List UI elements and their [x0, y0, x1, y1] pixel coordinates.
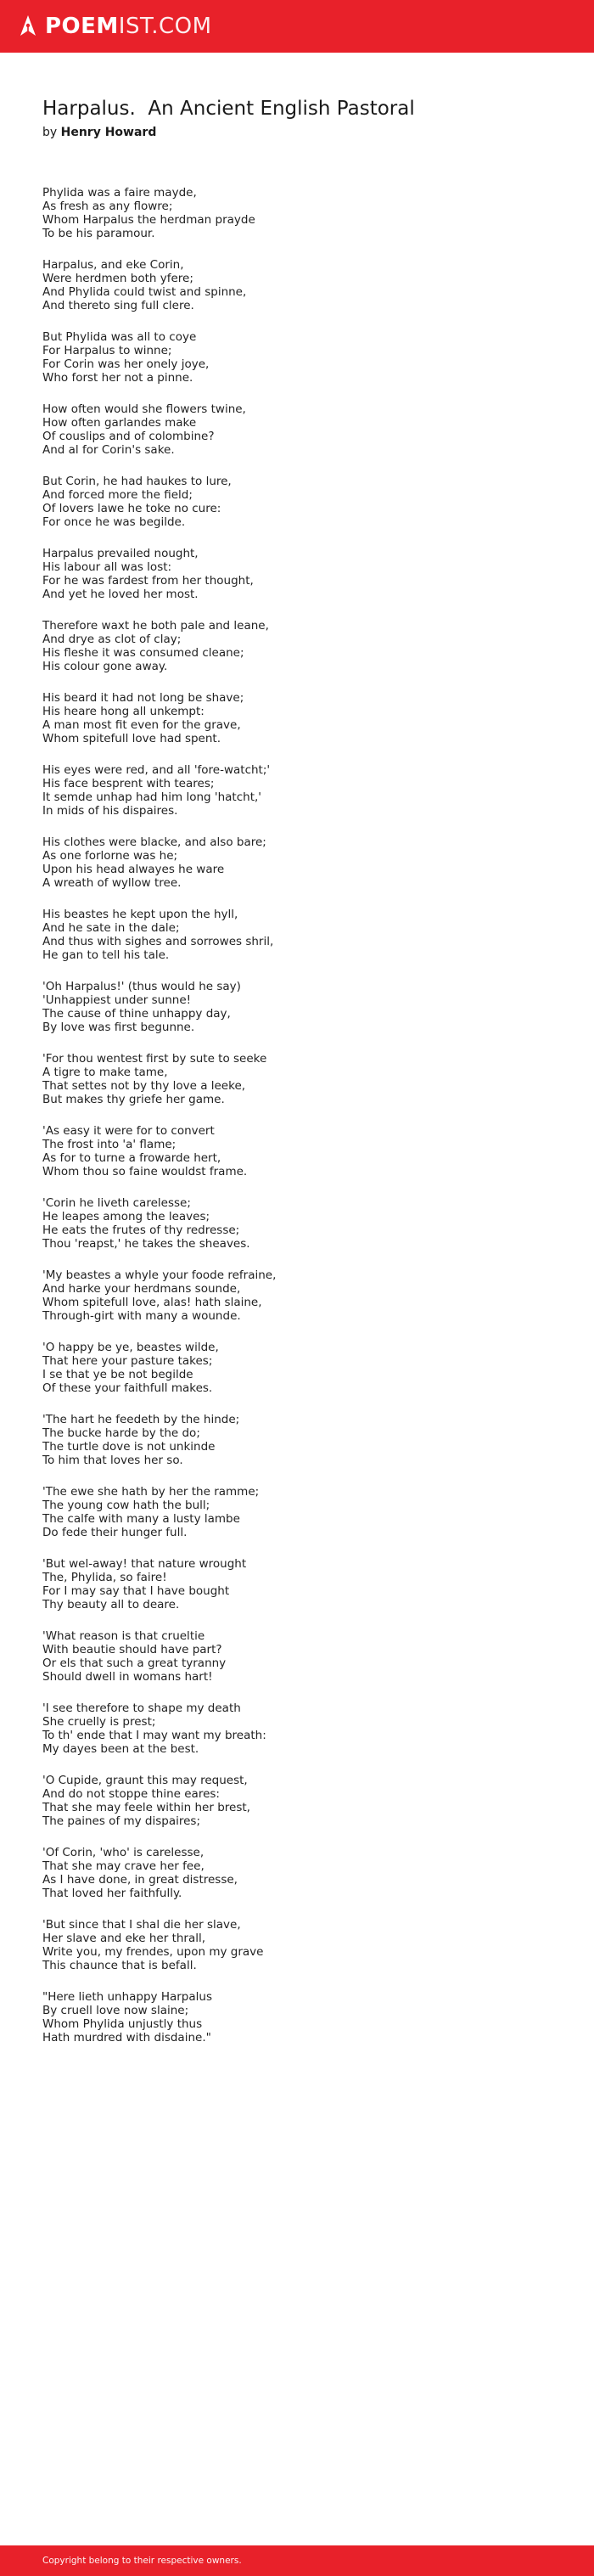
poem-line: And yet he loved her most. [42, 588, 199, 601]
copyright-notice: Copyright belong to their respective owners. [42, 2556, 242, 2566]
poem-line: Harpalus prevailed nought, [42, 547, 199, 560]
poem-line: And thereto sing full clere. [42, 299, 194, 312]
poem-line: Thy beauty all to deare. [42, 1598, 180, 1611]
quill-pen-icon [19, 14, 37, 38]
poem-line: For Corin was her onely joye, [42, 357, 210, 371]
stanza [42, 1990, 560, 2044]
poem-header [42, 96, 560, 141]
poem-line: Hath murdred with disdaine." [42, 2031, 211, 2044]
poem-line: And drye as clot of clay; [42, 633, 182, 646]
poem-line: "Here lieth unhappy Harpalus [42, 1990, 212, 2004]
site-logo[interactable] [19, 14, 212, 38]
stanza [42, 1413, 560, 1467]
stanza [42, 1196, 560, 1251]
stanza [42, 1774, 560, 1828]
poem-line: 'But wel-away! that nature wrought [42, 1557, 247, 1571]
poem-line: Harpalus, and eke Corin, [42, 258, 184, 272]
poem-line: Were herdmen both yfere; [42, 272, 193, 285]
poem-line: He eats the frutes of thy redresse; [42, 1223, 240, 1237]
poem-line: For once he was begilde. [42, 515, 186, 529]
poem-line: As I have done, in great distresse, [42, 1873, 238, 1887]
poem-line: Whom Harpalus the herdman prayde [42, 213, 255, 227]
poem-line: Or els that such a great tyranny [42, 1656, 227, 1670]
poem-line: But Phylida was all to coye [42, 330, 197, 344]
poem-line: Who forst her not a pinne. [42, 371, 193, 385]
poem-line: Of couslips and of colombine? [42, 430, 215, 443]
poem-line: That she may crave her fee, [42, 1859, 205, 1873]
poem-line: 'The ewe she hath by her the ramme; [42, 1485, 260, 1499]
stanza [42, 402, 560, 457]
poem-line: His beard it had not long be shave; [42, 691, 244, 705]
poem-line: As for to turne a frowarde hert, [42, 1151, 221, 1165]
stanza [42, 547, 560, 601]
stanza [42, 908, 560, 962]
stanza [42, 763, 560, 818]
poem-line: For Harpalus to winne; [42, 344, 172, 357]
poem-line: To th' ende that I may want my breath: [42, 1729, 266, 1742]
poem-line: My dayes been at the best. [42, 1742, 199, 1756]
poem-line: By love was first begunne. [42, 1021, 195, 1034]
poem-line: 'My beastes a whyle your foode refraine, [42, 1268, 277, 1282]
stanza [42, 1918, 560, 1972]
poem-line: A wreath of wyllow tree. [42, 876, 182, 890]
stanza [42, 619, 560, 673]
stanza [42, 330, 560, 385]
poem-line: It semde unhap had him long 'hatcht,' [42, 790, 261, 804]
poem-line: His fleshe it was consumed cleane; [42, 646, 244, 660]
stanza [42, 1268, 560, 1323]
poem-line: That here your pasture takes; [42, 1354, 213, 1368]
poem-title: Harpalus. An Ancient English Pastoral [42, 98, 415, 120]
poem-line: But makes thy griefe her game. [42, 1093, 225, 1106]
stanza [42, 835, 560, 890]
stanza [42, 980, 560, 1034]
poem-line: 'I see therefore to shape my death [42, 1701, 241, 1715]
poem-line: His beastes he kept upon the hyll, [42, 908, 238, 921]
poem-line: 'O Cupide, graunt this may request, [42, 1774, 248, 1787]
poem-line: And he sate in the dale; [42, 921, 180, 935]
poem-line: Whom Phylida unjustly thus [42, 2017, 203, 2031]
poem-line: And do not stoppe thine eares: [42, 1787, 220, 1801]
poem-line: Should dwell in womans hart! [42, 1670, 213, 1684]
poem-line: Whom spitefull love had spent. [42, 732, 221, 745]
poem-line: To him that loves her so. [42, 1454, 183, 1467]
poem-line: 'What reason is that crueltie [42, 1629, 205, 1643]
poem-line: And Phylida could twist and spinne, [42, 285, 247, 299]
poem-line: He leapes among the leaves; [42, 1210, 210, 1223]
poem-line: That loved her faithfully. [42, 1887, 182, 1900]
poem-line: Do fede their hunger full. [42, 1526, 188, 1539]
stanza [42, 1701, 560, 1756]
poem-line: The bucke harde by the do; [42, 1426, 200, 1440]
poem-line: And harke your herdmans sounde, [42, 1282, 241, 1296]
by-label: by [42, 126, 58, 139]
stanza [42, 475, 560, 529]
stanza [42, 1629, 560, 1684]
brand-bold-part: POEM [45, 14, 119, 39]
poem-line: Therefore waxt he both pale and leane, [42, 619, 269, 633]
poem-line: His colour gone away. [42, 660, 168, 673]
stanza [42, 1485, 560, 1539]
poem-line: Through-girt with many a wounde. [42, 1309, 241, 1323]
poem-line: By cruell love now slaine; [42, 2004, 189, 2017]
poem-line: His heare hong all unkempt: [42, 705, 205, 718]
poem-line: As fresh as any flowre; [42, 200, 173, 213]
poem-line: 'Corin he liveth carelesse; [42, 1196, 191, 1210]
poem-line: Of lovers lawe he toke no cure: [42, 502, 221, 515]
poem-line: Her slave and eke her thrall, [42, 1932, 206, 1945]
poem-line: 'For thou wentest first by sute to seeke [42, 1052, 267, 1066]
poem-line: His labour all was lost: [42, 560, 172, 574]
poem-line: And al for Corin's sake. [42, 443, 175, 457]
poem-line: That settes not by thy love a leeke, [42, 1079, 246, 1093]
poem-line: 'Of Corin, 'who' is carelesse, [42, 1846, 205, 1859]
poem-line: Whom spitefull love, alas! hath slaine, [42, 1296, 262, 1309]
stanza [42, 1341, 560, 1395]
poem-line: The frost into 'a' flame; [42, 1138, 177, 1151]
poem-line: 'The hart he feedeth by the hinde; [42, 1413, 240, 1426]
poem-line: The, Phylida, so faire! [42, 1571, 167, 1584]
stanza [42, 1124, 560, 1178]
stanza [42, 1557, 560, 1611]
poem-line: 'Unhappiest under sunne! [42, 993, 192, 1007]
poem-line: 'As easy it were for to convert [42, 1124, 215, 1138]
poem-line: As one forlorne was he; [42, 849, 178, 863]
poem-line: A man most fit even for the grave, [42, 718, 241, 732]
poem-line: The young cow hath the bull; [42, 1499, 210, 1512]
poem-line: That she may feele within her brest, [42, 1801, 250, 1814]
poem-body [42, 186, 560, 2062]
byline [42, 124, 560, 141]
poem-line: For he was fardest from her thought, [42, 574, 254, 588]
poem-line: I se that ye be not begilde [42, 1368, 193, 1381]
poem-line: How often garlandes make [42, 416, 197, 430]
poem-line: She cruelly is prest; [42, 1715, 156, 1729]
poem-line: For I may say that I have bought [42, 1584, 230, 1598]
poem-line: How often would she flowers twine, [42, 402, 246, 416]
poem-line: And thus with sighes and sorrowes shril, [42, 935, 274, 948]
poem-line: His clothes were blacke, and also bare; [42, 835, 266, 849]
poem-line: In mids of his dispaires. [42, 804, 178, 818]
stanza [42, 1052, 560, 1106]
poem-line: This chaunce that is befall. [42, 1959, 197, 1972]
site-footer [0, 2545, 594, 2576]
poem-line: Write you, my frendes, upon my grave [42, 1945, 264, 1959]
poem-line: Phylida was a faire mayde, [42, 186, 197, 200]
poem-line: He gan to tell his tale. [42, 948, 170, 962]
poem-line: The paines of my dispaires; [42, 1814, 201, 1828]
poem-line: His eyes were red, and all 'fore-watcht;' [42, 763, 271, 777]
poem-line: 'Oh Harpalus!' (thus would he say) [42, 980, 241, 993]
site-header [0, 0, 594, 53]
stanza [42, 258, 560, 312]
poem-line: But Corin, he had haukes to lure, [42, 475, 232, 488]
author-name[interactable]: Henry Howard [60, 126, 157, 139]
stanza [42, 1846, 560, 1900]
poem-line: The calfe with many a lusty lambe [42, 1512, 240, 1526]
poem-line: The turtle dove is not unkinde [42, 1440, 216, 1454]
poem-line: Upon his head alwayes he ware [42, 863, 225, 876]
poem-line: The cause of thine unhappy day, [42, 1007, 231, 1021]
poem-line: 'O happy be ye, beastes wilde, [42, 1341, 219, 1354]
stanza [42, 691, 560, 745]
poem-line: Thou 'reapst,' he takes the sheaves. [42, 1237, 250, 1251]
poem-line: Of these your faithfull makes. [42, 1381, 213, 1395]
stanza [42, 186, 560, 240]
site-brand-name[interactable] [45, 15, 212, 37]
poem-line: 'But since that I shal die her slave, [42, 1918, 241, 1932]
poem-line: With beautie should have part? [42, 1643, 222, 1656]
poem-line: Whom thou so faine wouldst frame. [42, 1165, 248, 1178]
poem-line: And forced more the field; [42, 488, 193, 502]
poem-line: To be his paramour. [42, 227, 155, 240]
poem-line: His face besprent with teares; [42, 777, 215, 790]
poem-line: A tigre to make tame, [42, 1066, 168, 1079]
brand-light-part: IST.COM [118, 14, 212, 39]
